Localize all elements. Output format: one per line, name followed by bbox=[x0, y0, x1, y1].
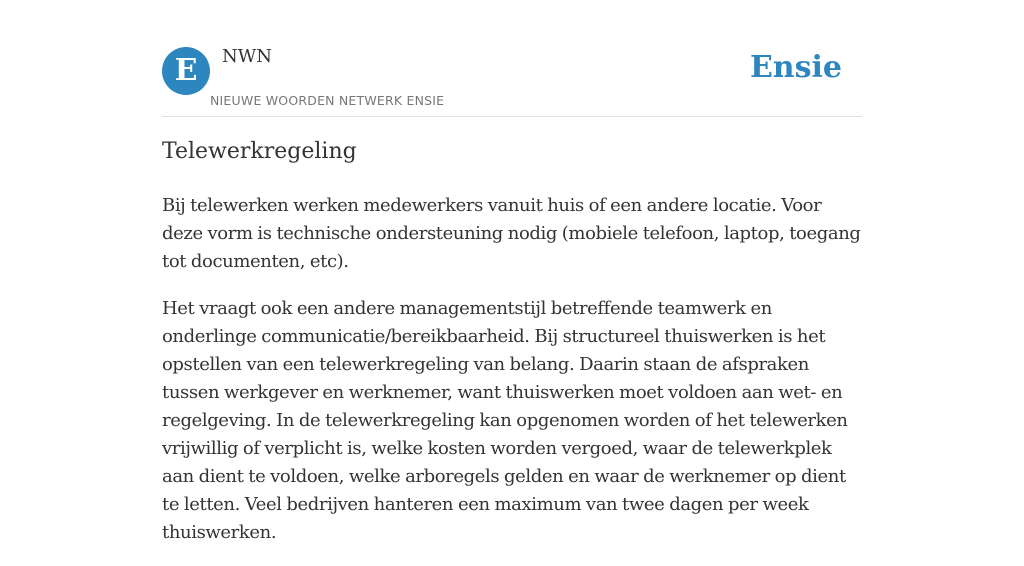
page bbox=[162, 0, 862, 543]
author-avatar[interactable]: E bbox=[162, 47, 210, 95]
author-name[interactable]: NWN bbox=[222, 46, 273, 67]
article-body bbox=[162, 192, 862, 566]
header bbox=[162, 0, 862, 117]
article-paragraph: Bij telewerken werken medewerkers vanuit huis of een andere locatie. Voor deze vorm is technische ondersteuning nodig (mobiele telefoon, laptop, toegang tot documenten, etc). bbox=[162, 195, 861, 272]
article-title: Telewerkregeling bbox=[162, 139, 357, 164]
author-subtitle: NIEUWE WOORDEN NETWERK ENSIE bbox=[210, 93, 445, 108]
ensie-logo[interactable]: Ensie bbox=[749, 50, 842, 85]
article-paragraph: Het vraagt ook een andere managementstijl betreffende teamwerk en onderlinge communicatie/bereikbaarheid. Bij structureel thuiswerken is het opstellen van een telewerkregeling van belang. Daarin staan de afspraken tussen werkgever en werknemer, want thuiswerken moet voldoen aan wet- en regelgeving. In de telewerkregeling kan opgenomen worden of het telewerken vrijwillig of verplicht is, welke kosten worden vergoed, waar de telewerkplek aan dient te voldoen, welke arboregels gelden en waar de werknemer op dient te letten. Veel bedrijven hanteren een maximum van twee dagen per week thuiswerken. bbox=[162, 298, 848, 543]
